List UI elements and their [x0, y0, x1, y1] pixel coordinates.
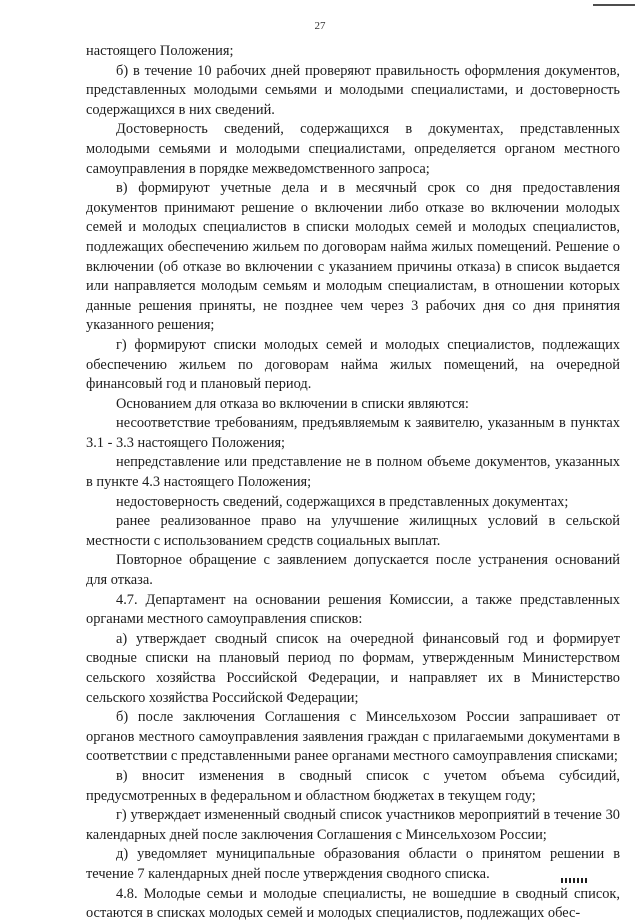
paragraph: Достоверность сведений, содержащихся в документах, представленных молодыми семьями и молодыми специалистами, определяется органом местного самоуправления в порядке межведомственного запроса;: [86, 121, 620, 177]
page-number: 27: [314, 20, 326, 32]
scan-registration-mark: [561, 878, 587, 883]
paragraph: в) вносит изменения в сводный список с учетом объема субсидий, предусмотренных в федеральном и областном бюджетах в текущем году;: [86, 767, 620, 804]
paragraph: б) в течение 10 рабочих дней проверяют правильность оформления документов, представленных молодыми семьями и молодыми специалистами, и достоверность содержащихся в них сведений.: [86, 62, 620, 118]
paragraph: 4.7. Департамент на основании решения Комиссии, а также представленных органами местного самоуправления списков:: [86, 591, 620, 628]
paragraph: Повторное обращение с заявлением допускается после устранения оснований для отказа.: [86, 552, 620, 589]
paragraph: д) уведомляет муниципальные образования области о принятом решении в течение 7 календарных дней после утверждения сводного списка.: [86, 846, 620, 882]
scan-edge-mark: [593, 4, 635, 6]
paragraph: 4.8. Молодые семьи и молодые специалисты, не вошедшие в сводный список, остаются в списках молодых семей и молодых специалистов, подлежащих обес-: [86, 885, 620, 922]
document-body: [86, 42, 620, 924]
paragraph: в) формируют учетные дела и в месячный срок со дня предоставления документов принимают решение о включении либо отказе во включении молодых семей и молодых специалистов в списки молодых семей и молодых специалистов, подлежащих обеспечению жильем по договорам найма жилых помещений. Решение о включении (об отказе во включении с указанием причины отказа) в список выдается или направляется молодым семьям и молодым специалистам, в отношении которых данные решения приняты, не позднее чем через 3 рабочих дня со дня принятия указанного решения;: [86, 180, 620, 334]
paragraph: б) после заключения Соглашения с Минсельхозом России запрашивает от органов местного самоуправления заявления граждан с прилагаемыми документами в соответствии с представленными ранее органами местного самоуправления списками;: [86, 709, 620, 765]
paragraph: г) формируют списки молодых семей и молодых специалистов, подлежащих обеспечению жильем по договорам найма жилых помещений, на очередной финансовый год и плановый период.: [86, 336, 620, 393]
paragraph: настоящего Положения;: [86, 43, 234, 59]
paragraph: ранее реализованное право на улучшение жилищных условий в сельской местности с использованием средств социальных выплат.: [86, 513, 620, 549]
paragraph: г) утверждает измененный сводный список участников мероприятий в течение 30 календарных дней после заключения Соглашения с Минсельхозом России;: [86, 807, 620, 843]
paragraph: а) утверждает сводный список на очередной финансовый год и формирует сводные списки на плановый период по формам, утвержденным Министерством сельского хозяйства Российской Федерации, и направляет их в Министерство сельского хозяйства Российской Федерации;: [86, 630, 620, 706]
paragraph: несоответствие требованиям, предъявляемым к заявителю, указанным в пунктах 3.1 - 3.3 настоящего Положения;: [86, 415, 620, 451]
paragraph: непредставление или представление не в полном объеме документов, указанных в пункте 4.3 настоящего Положения;: [86, 454, 620, 491]
paragraph: недостоверность сведений, содержащихся в представленных документах;: [116, 493, 569, 510]
paragraph: Основанием для отказа во включении в списки являются:: [116, 395, 469, 412]
